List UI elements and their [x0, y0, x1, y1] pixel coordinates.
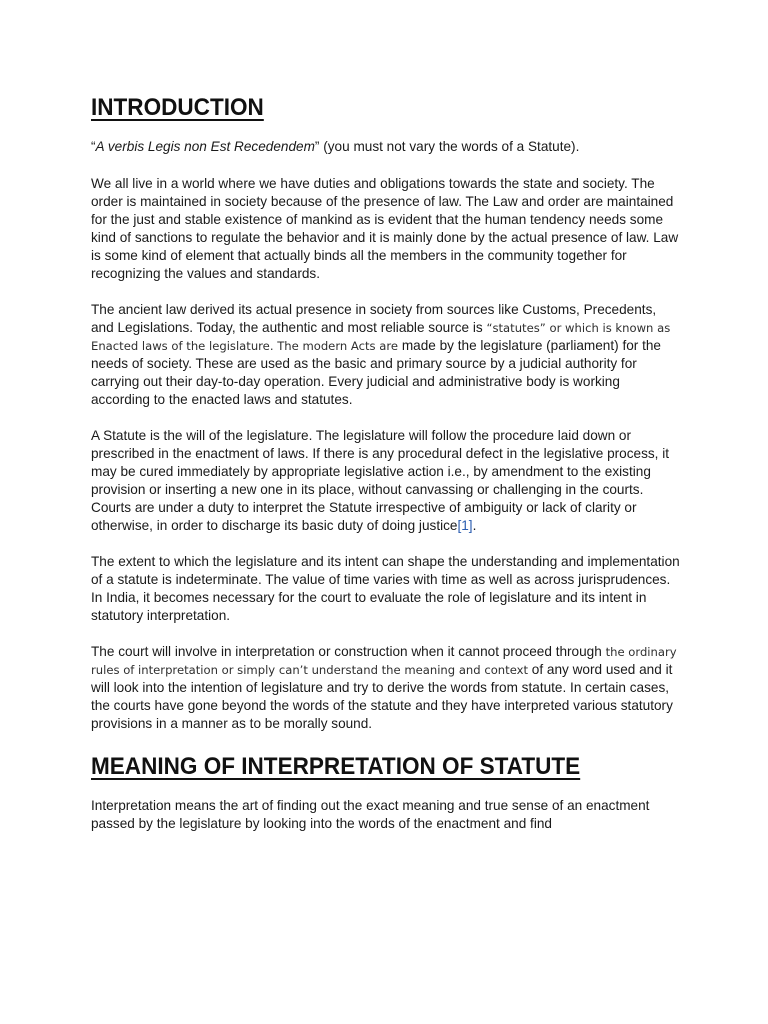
heading-introduction: INTRODUCTION [91, 94, 264, 121]
heading-meaning-of-interpretation: MEANING OF INTERPRETATION OF STATUTE [91, 753, 581, 780]
ancient-law-text-2: “statutes” or which is known as Enacted laws of the legislature. The modern Acts are [91, 321, 671, 353]
paragraph-duties-obligations: We all live in a world where we have duties and obligations towards the state and society. The order is maintained in society because of the presence of law. The Law and order are maintained for the just and stable existence of mankind as is evident that the human tendency needs some kind of sanctions to regulate the behavior and it is mainly done by the actual presence of law. Law is some kind of element that actually binds all the members in the community together for recognizing the values and standards. [91, 176, 679, 281]
quote-close-mark: ” [314, 139, 320, 154]
ancient-law-text-1: The ancient law derived its actual presence in society from sources like Customs, Precedents, and Legislations. Today, the authentic and most reliable source is [91, 302, 657, 335]
court-text-3: of any word used and it will look into the intention of legislature and try to derive the words from statute. In certain cases, the courts have gone beyond the words of the statute and they have interpreted various statutory provisions in a manner as to be morally sound. [91, 662, 673, 731]
court-text-2: the ordinary rules of interpretation or simply can’t understand the meaning and context [91, 645, 677, 677]
court-text-1: The court will involve in interpretation or construction when it cannot proceed through [91, 644, 606, 659]
footnote-link-1[interactable]: [1] [457, 518, 473, 533]
document-body [91, 92, 681, 833]
paragraph-ancient-law [91, 301, 681, 409]
latin-maxim: A verbis Legis non Est Recedendem [95, 139, 315, 154]
statute-will-end: . [472, 518, 477, 533]
paragraph-interpretation-meaning: Interpretation means the art of finding out the exact meaning and true sense of an enactment passed by the legislature by looking into the words of the enactment and find [91, 798, 650, 831]
latin-maxim-line [91, 138, 681, 156]
ancient-law-text-3: made by the legislature (parliament) for the needs of society. These are used as the basic and primary source by a judicial authority for carrying out their day-to-day operation. Every judicial and administrative body is working according to the enacted laws and statutes. [91, 338, 661, 407]
maxim-translation: (you must not vary the words of a Statute). [319, 139, 580, 154]
paragraph-statute-will [91, 427, 681, 535]
quote-open-mark: “ [91, 139, 96, 154]
paragraph-legislative-intent: The extent to which the legislature and its intent can shape the understanding and implementation of a statute is indeterminate. The value of time varies with time as well as across jurisprudences. In India, it becomes necessary for the court to evaluate the role of legislature and its intent in statutory interpretation. [91, 554, 680, 623]
statute-will-text: A Statute is the will of the legislature. The legislature will follow the procedure laid down or prescribed in the enactment of laws. If there is any procedural defect in the legislative process, it may be cured immediately by appropriate legislative action i.e., by amendment to the existing provision or inserting a new one in its place, without canvassing or challenging in the courts. Courts are under a duty to interpret the Statute irrespective of ambiguity or lack of clarity or otherwise, in order to discharge its basic duty of doing justice [91, 428, 670, 533]
paragraph-court-interpretation [91, 643, 681, 733]
